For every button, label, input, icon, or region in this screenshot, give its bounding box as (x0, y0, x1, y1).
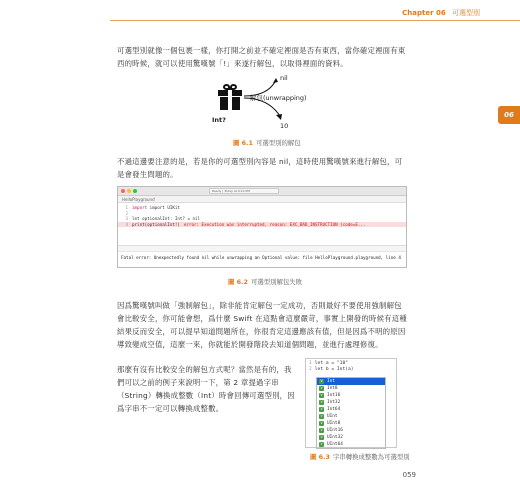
figure-unwrap-diagram (212, 74, 328, 136)
chapter-side-tab: 06 (498, 106, 520, 124)
autocomplete-item[interactable]: V UInt32 (320, 435, 343, 440)
error-message: error: Execution was interrupted, reason: EXC_BAD_INSTRUCTION (code=E... (183, 221, 366, 227)
code-line: 3 let optionalInt: Int? = nil (125, 216, 201, 222)
paragraph-4: 那麼有沒有比較安全的解包方式呢？當然是有的，我們可以之前的例子來說明一下，第 2 章提過字串（String）轉換成整數（Int）時會回傳可選型別，因爲字串不一定可以轉換成整數。 (117, 365, 295, 413)
code-line: 2 (125, 210, 128, 216)
paragraph-1: 可選型別就像一個包裹一樣，你打開之前並不確定裡面是否有東西，當你確定裡面有東西的時候，就可以使用驚嘆號「!」來遂行解包，以取得裡面的資料。 (117, 46, 406, 68)
page-number: 059 (402, 471, 416, 479)
type-badge-icon: V (320, 393, 323, 397)
autocomplete-item[interactable]: V UInt16 (320, 428, 343, 433)
type-badge-icon: V (320, 442, 323, 446)
type-badge-icon: V (320, 379, 323, 383)
autocomplete-item[interactable]: V Int8 (320, 386, 338, 391)
code-editor-small (306, 359, 396, 375)
label-ten: 10 (280, 122, 289, 130)
chapter-title: 可選型別 (452, 9, 480, 17)
figure-3-caption: 圖 6.3 字串轉換成整數為可選型別 (310, 453, 410, 461)
type-badge-icon: V (320, 400, 323, 404)
type-badge-icon: V (320, 414, 323, 418)
figure-2-caption: 圖 6.2 可選型別解包失敗 (228, 278, 303, 286)
code-line: 1 let a = "10" (309, 361, 348, 366)
header-rule (110, 20, 520, 21)
autocomplete-list (316, 377, 386, 449)
zoom-dot-icon (133, 189, 137, 193)
minimize-dot-icon (127, 189, 131, 193)
autocomplete-item[interactable]: V UInt (320, 414, 338, 419)
type-badge-icon: V (320, 421, 323, 425)
close-dot-icon (121, 189, 125, 193)
autocomplete-item[interactable]: V UInt64 (320, 442, 343, 447)
error-code-line: 4 print(optionalInt!) error: Execution was interrupted, reason: EXC_BAD_INSTRUCTION (code=E... (118, 222, 406, 228)
label-int-optional: Int? (212, 116, 226, 124)
autocomplete-item[interactable]: V Int64 (320, 407, 341, 412)
autocomplete-screenshot (305, 358, 397, 448)
unwrap-arrows (218, 76, 328, 136)
xcode-playground-screenshot (117, 186, 407, 268)
debug-console (118, 245, 406, 267)
type-badge-icon: V (320, 435, 323, 439)
type-badge-icon: V (320, 428, 323, 432)
label-nil: nil (280, 74, 288, 82)
autocomplete-item[interactable]: V Int32 (320, 400, 341, 405)
playground-tab: HelloPlayground (118, 196, 406, 203)
running-header (402, 8, 480, 18)
autocomplete-item[interactable]: V Int (317, 378, 385, 385)
figure-1-caption: 圖 6.1 可選型別的解包 (233, 139, 301, 147)
code-line: 2 let b = Int(a) (309, 367, 354, 372)
paragraph-3: 因爲驚嘆號叫做「強制解包」，除非能肯定解包一定成功，否則最好不要使用強制解包會比較安全，你可能會想，爲什麼 Swift 在這點會這麼嚴苛，事實上開發的時候有這種結果反而安全，可以提早知道問題所在，你很肯定這邊應該有值，但是因爲不明的原因導致變成空值，這麼一來，你就能於開發階段去知道個問題，並進行處理修復。 (117, 301, 407, 349)
label-unwrapping: 解包(unwrapping) (250, 94, 307, 102)
console-output: Fatal error: Unexpectedly found nil while unwrapping an Optional value: file HelloPlayground.playground, line 4 (121, 255, 401, 260)
code-editor (118, 203, 406, 227)
autocomplete-item[interactable]: V Int16 (320, 393, 341, 398)
paragraph-2: 不過這邊要注意的是，若是你的可選型別內容是 nil，這時使用驚嘆號來進行解包，可是會發生問題的。 (117, 157, 403, 179)
chapter-label: Chapter 06 (402, 9, 446, 17)
window-titlebar (118, 187, 406, 196)
code-line: 1 import import UIKit (125, 205, 180, 210)
type-badge-icon: V (320, 386, 323, 390)
type-badge-icon: V (320, 407, 323, 411)
status-bar: Ready | Today at 9:10 PM (209, 188, 279, 194)
autocomplete-item[interactable]: V UInt8 (320, 421, 341, 426)
